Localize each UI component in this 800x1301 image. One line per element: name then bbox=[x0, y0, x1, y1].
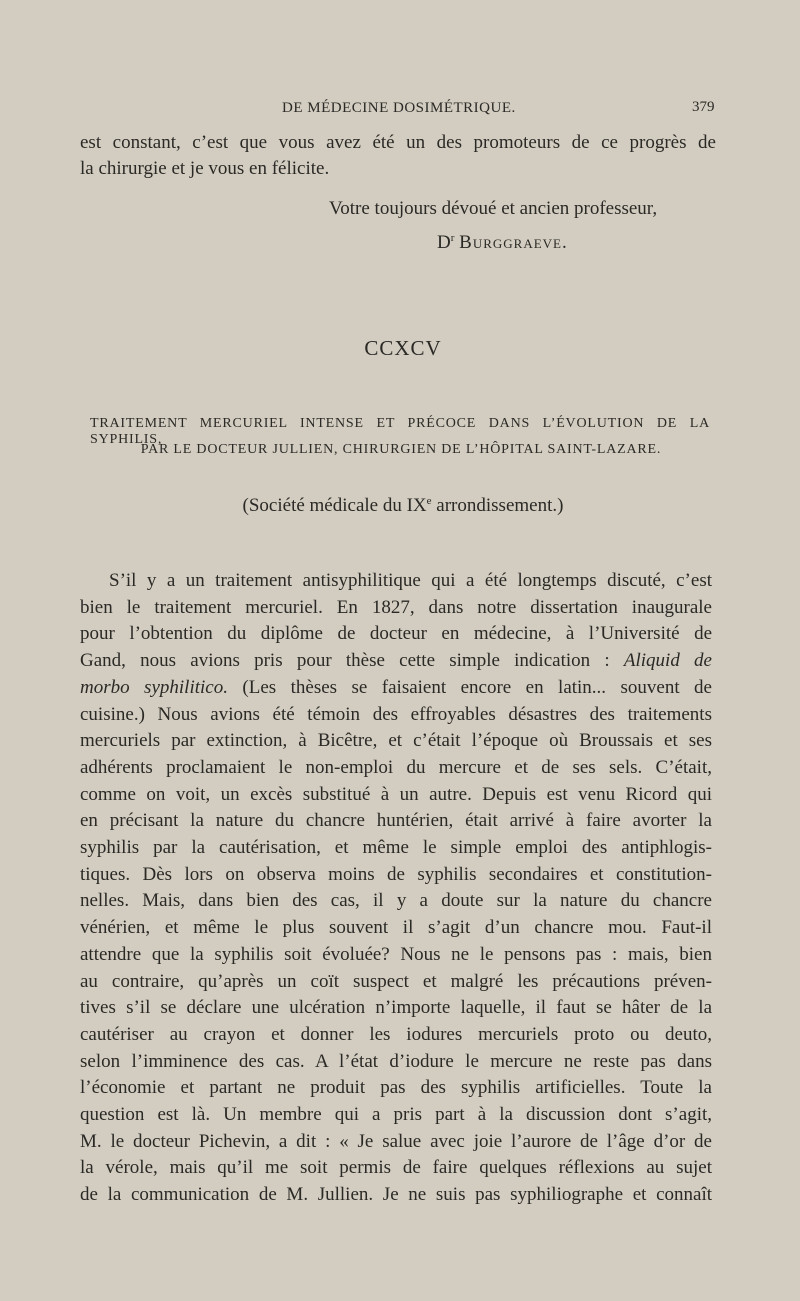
body-line: mercuriels par extinction, à Bicêtre, et c’était l’époque où Broussais et ses bbox=[80, 730, 712, 752]
body-line: au contraire, qu’après un coït suspect et malgré les précautions préven- bbox=[80, 970, 712, 992]
body-line: la vérole, mais qu’il me soit permis de faire quelques réflexions au sujet bbox=[80, 1157, 712, 1179]
body-line: tiques. Dès lors on observa moins de syphilis secondaires et constitution- bbox=[80, 863, 712, 885]
opening-line: est constant, c’est que vous avez été un des promoteurs de ce progrès de bbox=[80, 132, 716, 153]
body-line: question est là. Un membre qui a pris part à la discussion dont s’agit, bbox=[80, 1104, 712, 1126]
body-line: cautériser au crayon et donner les iodures mercuriels proto ou deuto, bbox=[80, 1023, 712, 1045]
body-line: vénérien, et même le plus souvent il s’agit d’un chancre mou. Faut-il bbox=[80, 917, 712, 939]
valediction: Votre toujours dévoué et ancien professeur, bbox=[329, 198, 658, 219]
signature-prefix: D bbox=[437, 232, 451, 253]
body-line: adhérents proclamaient le non-emploi du mercure et de ses sels. C’était, bbox=[80, 756, 712, 778]
body-line: l’économie et partant ne produit pas des syphilis artificielles. Toute la bbox=[80, 1077, 712, 1099]
signature-superscript: r bbox=[450, 232, 455, 244]
opening-paragraph bbox=[80, 130, 716, 182]
society-text: (Société médicale du IX bbox=[242, 495, 427, 516]
body-line: en précisant la nature du chancre huntérien, était arrivé à faire avorter la bbox=[80, 810, 712, 832]
society-subtitle bbox=[0, 495, 800, 517]
body-line: tives s’il se déclare une ulcération n’importe laquelle, il faut se hâter de la bbox=[80, 997, 712, 1019]
body-line: S’il y a un traitement antisyphilitique qui a été longtemps discuté, c’est bbox=[109, 570, 712, 591]
body-line bbox=[80, 675, 712, 702]
body-line: selon l’imminence des cas. A l’état d’iodure le mercure ne reste pas dans bbox=[80, 1050, 712, 1072]
body-line: cuisine.) Nous avions été témoin des effroyables désastres des traitements bbox=[80, 703, 712, 725]
italic-phrase: Aliquid de bbox=[623, 650, 712, 672]
page-number: 379 bbox=[692, 99, 715, 115]
italic-phrase: morbo syphilitico. bbox=[80, 676, 228, 698]
body-line: de la communication de M. Jullien. Je ne suis pas syphiliographe et connaît bbox=[80, 1184, 712, 1206]
body-line: nelles. Mais, dans bien des cas, il y a doute sur la nature du chancre bbox=[80, 890, 712, 912]
body-line: M. le docteur Pichevin, a dit : « Je salue avec joie l’aurore de l’âge d’or de bbox=[80, 1130, 712, 1152]
body-paragraph bbox=[80, 568, 712, 1209]
body-line: comme on voit, un excès substitué à un autre. Depuis est venu Ricord qui bbox=[80, 783, 712, 805]
body-line bbox=[80, 648, 712, 675]
section-number: CCXCV bbox=[364, 336, 442, 360]
body-text: (Les thèses se faisaient encore en latin... souvent de bbox=[227, 676, 712, 698]
body-line: bien le traitement mercuriel. En 1827, dans notre dissertation inaugurale bbox=[80, 596, 712, 618]
society-text: arrondissement.) bbox=[431, 495, 564, 516]
signature-name: Burggraeve. bbox=[459, 232, 568, 253]
body-line: syphilis par la cautérisation, et même le simple emploi des antiphlogis- bbox=[80, 837, 712, 859]
body-text: Gand, nous avions pris pour thèse cette simple indication : bbox=[80, 650, 610, 672]
society-superscript: e bbox=[426, 495, 432, 507]
body-line: attendre que la syphilis soit évoluée? Nous ne le pensons pas : mais, bien bbox=[80, 943, 712, 965]
section-title-line: TRAITEMENT MERCURIEL INTENSE ET PRÉCOCE DANS L’ÉVOLUTION DE LA SYPHILIS, bbox=[90, 416, 710, 447]
opening-line: la chirurgie et je vous en félicite. bbox=[80, 158, 330, 179]
signature bbox=[437, 232, 568, 254]
body-line: pour l’obtention du diplôme de docteur en médecine, à l’Université de bbox=[80, 623, 712, 645]
section-title-line: PAR LE DOCTEUR JULLIEN, CHIRURGIEN DE L’HÔPITAL SAINT-LAZARE. bbox=[140, 442, 662, 457]
running-header: DE MÉDECINE DOSIMÉTRIQUE. bbox=[282, 100, 516, 116]
